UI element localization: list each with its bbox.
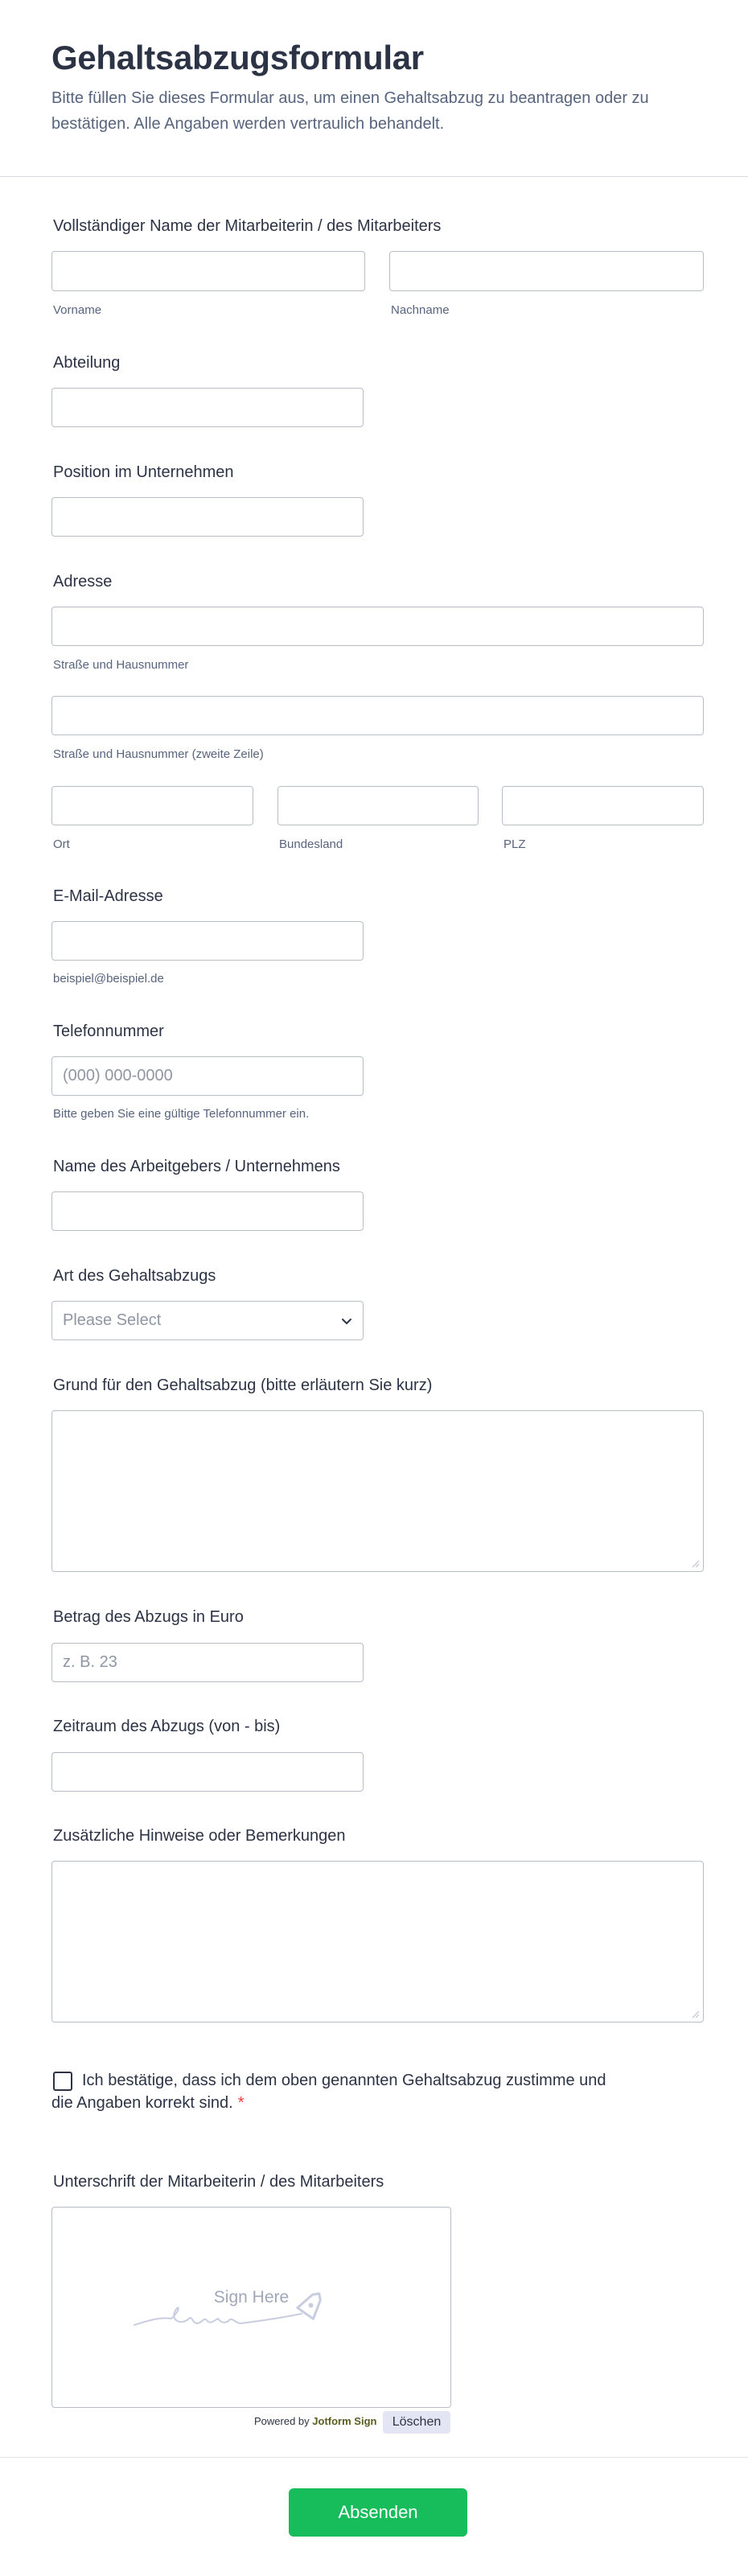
street-input[interactable] <box>51 607 704 646</box>
last-name-sublabel: Nachname <box>391 303 450 317</box>
required-mark: * <box>237 2094 245 2112</box>
resize-grip-icon[interactable] <box>692 1560 700 1568</box>
street-sublabel: Straße und Hausnummer <box>53 658 189 672</box>
employer-label: Name des Arbeitgebers / Unternehmens <box>53 1158 340 1175</box>
clear-signature-button[interactable]: Löschen <box>383 2411 450 2434</box>
zip-input[interactable] <box>502 786 704 825</box>
first-name-input[interactable] <box>51 251 365 291</box>
signature-label: Unterschrift der Mitarbeiterin / des Mitarbeiters <box>53 2173 384 2191</box>
first-name-sublabel: Vorname <box>53 303 102 317</box>
signature-pad[interactable] <box>51 2207 451 2408</box>
last-name-input[interactable] <box>389 251 704 291</box>
zip-sublabel: PLZ <box>503 837 526 851</box>
consent-label <box>51 2069 631 2114</box>
department-label: Abteilung <box>53 354 121 372</box>
email-label: E-Mail-Adresse <box>53 887 163 905</box>
footer-divider <box>0 2457 748 2458</box>
deduction-type-select[interactable] <box>51 1301 364 1340</box>
email-sublabel: beispiel@beispiel.de <box>53 972 164 986</box>
address-label: Adresse <box>53 573 113 591</box>
position-input[interactable] <box>51 497 364 537</box>
city-input[interactable] <box>51 786 253 825</box>
powered-brand[interactable]: Jotform Sign <box>312 2415 377 2427</box>
state-input[interactable] <box>277 786 479 825</box>
employer-input[interactable] <box>51 1191 364 1231</box>
deduction-type-label: Art des Gehaltsabzugs <box>53 1267 216 1285</box>
name-label: Vollständiger Name der Mitarbeiterin / des Mitarbeiters <box>53 217 442 235</box>
form-title: Gehaltsabzugsformular <box>51 39 424 76</box>
email-input[interactable] <box>51 921 364 961</box>
deduction-type-selected: Please Select <box>63 1311 162 1329</box>
city-sublabel: Ort <box>53 837 70 851</box>
submit-button[interactable]: Absenden <box>289 2488 467 2537</box>
form-subtitle: Bitte füllen Sie dieses Formular aus, um einen Gehaltsabzug zu beantragen oder zu bestätigen. Alle Angaben werden vertraulich behandelt. <box>51 89 649 133</box>
department-input[interactable] <box>51 388 364 427</box>
resize-grip-icon[interactable] <box>692 2010 700 2018</box>
reason-label: Grund für den Gehaltsabzug (bitte erläutern Sie kurz) <box>53 1376 433 1394</box>
amount-input[interactable]: z. B. 23 <box>51 1643 364 1682</box>
period-input[interactable] <box>51 1752 364 1792</box>
phone-sublabel: Bitte geben Sie eine gültige Telefonnummer ein. <box>53 1107 310 1121</box>
powered-by <box>254 2415 376 2427</box>
position-label: Position im Unternehmen <box>53 463 234 481</box>
street2-sublabel: Straße und Hausnummer (zweite Zeile) <box>53 747 264 761</box>
notes-label: Zusätzliche Hinweise oder Bemerkungen <box>53 1827 346 1845</box>
period-label: Zeitraum des Abzugs (von - bis) <box>53 1718 281 1735</box>
form-header <box>0 0 748 177</box>
chevron-down-icon <box>340 1315 353 1327</box>
street2-input[interactable] <box>51 696 704 735</box>
notes-textarea[interactable] <box>51 1861 704 2023</box>
signature-placeholder: Sign Here <box>213 2288 290 2306</box>
consent-text: Ich bestätige, dass ich dem oben genannten Gehaltsabzug zustimme und die Angaben korrekt sind. <box>51 2072 606 2112</box>
amount-label: Betrag des Abzugs in Euro <box>53 1608 244 1626</box>
phone-label: Telefonnummer <box>53 1023 164 1040</box>
powered-prefix: Powered by <box>254 2415 310 2427</box>
signature-scribble-icon <box>133 2278 374 2335</box>
reason-textarea[interactable] <box>51 1410 704 1572</box>
state-sublabel: Bundesland <box>279 837 343 851</box>
phone-input[interactable]: (000) 000-0000 <box>51 1056 364 1096</box>
